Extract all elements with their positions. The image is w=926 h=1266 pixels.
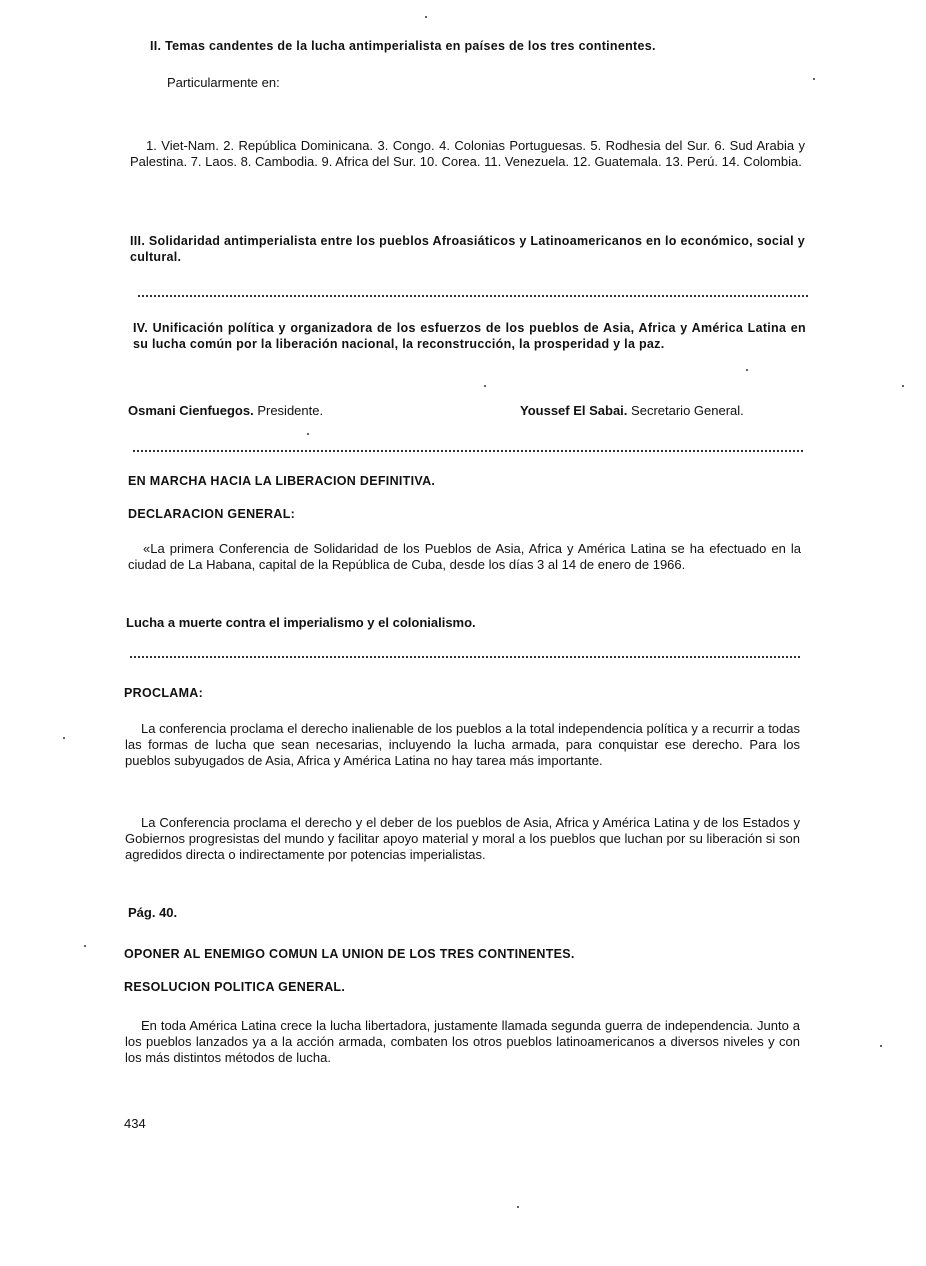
scan-speck	[880, 1045, 882, 1047]
section-iv-heading: IV. Unificación política y organizadora de los esfuerzos de los pueblos de Asia, Africa y América Latina en su lucha común por la liberación nacional, la reconstrucción, la prosperidad y la paz.	[133, 321, 806, 351]
secretary-role: Secretario General.	[631, 403, 744, 418]
page-reference: Pág. 40.	[128, 905, 178, 920]
president-name: Osmani Cienfuegos.	[128, 403, 254, 418]
oponer-heading: OPONER AL ENEMIGO COMUN LA UNION DE LOS TRES CONTINENTES.	[124, 947, 575, 961]
proclama-paragraph-2: La Conferencia proclama el derecho y el deber de los pueblos de Asia, Africa y América Latina y de los Estados y Gobiernos progresistas del mundo y facilitar apoyo material y moral a los pueblos que luchan por su liberación si son agredidos directa o indirectamente por potencias imperialistas.	[125, 815, 800, 862]
dotted-divider	[133, 448, 803, 452]
scan-speck	[746, 369, 748, 371]
scan-speck	[902, 385, 904, 387]
president-role-text: Presidente.	[257, 403, 324, 418]
scan-speck	[63, 737, 65, 739]
section-iii-heading: III. Solidaridad antimperialista entre los pueblos Afroasiáticos y Latinoamericanos en lo económico, social y cultural.	[130, 234, 805, 264]
section-ii-heading: II. Temas candentes de la lucha antimperialista en países de los tres continentes.	[150, 39, 656, 53]
scan-speck	[484, 385, 486, 387]
proclama-heading: PROCLAMA:	[124, 686, 204, 700]
scan-speck	[84, 945, 86, 947]
march-heading: EN MARCHA HACIA LA LIBERACION DEFINITIVA.	[128, 474, 436, 488]
dotted-divider	[138, 293, 808, 297]
scan-speck	[517, 1206, 519, 1208]
section-ii-country-list: 1. Viet-Nam. 2. República Dominicana. 3. Congo. 4. Colonias Portuguesas. 5. Rodhesia del Sur. 6. Sud Arabia y Palestina. 7. Laos. 8. Cambodia. 9. Africa del Sur. 10. Corea. 11. Venezuela. 12. Guatemala. 13. Perú. 14. Colombia.	[130, 138, 805, 169]
resolution-paragraph: En toda América Latina crece la lucha libertadora, justamente llamada segunda guerra de independencia. Junto a los pueblos lanzados ya a la acción armada, combaten los otros pueblos latinoamericanos a diversos niveles y con los más distintos métodos de lucha.	[125, 1018, 800, 1065]
page-number: 434	[124, 1116, 146, 1131]
secretary-name: Youssef El Sabai.	[520, 403, 628, 418]
signature-secretary	[520, 403, 744, 419]
scan-speck	[813, 78, 815, 80]
proclama-paragraph-1: La conferencia proclama el derecho inalienable de los pueblos a la total independencia política y a recurrir a todas las formas de lucha que sean necesarias, incluyendo la lucha armada, para conquistar ese derecho. Para los pueblos subyugados de Asia, Africa y América Latina no hay tarea más importante.	[125, 721, 800, 768]
march-subheading: Lucha a muerte contra el imperialismo y el colonialismo.	[126, 615, 476, 630]
section-ii-intro: Particularmente en:	[167, 75, 280, 90]
declaration-text: «La primera Conferencia de Solidaridad de los Pueblos de Asia, Africa y América Latina se ha efectuado en la ciudad de La Habana, capital de la República de Cuba, desde los días 3 al 14 de enero de 1966.	[128, 541, 801, 572]
dotted-divider	[130, 654, 800, 658]
scan-speck	[425, 16, 427, 18]
resolution-heading: RESOLUCION POLITICA GENERAL.	[124, 980, 346, 994]
declaration-heading: DECLARACION GENERAL:	[128, 507, 296, 521]
scan-speck	[307, 433, 309, 435]
signature-president	[128, 403, 323, 419]
